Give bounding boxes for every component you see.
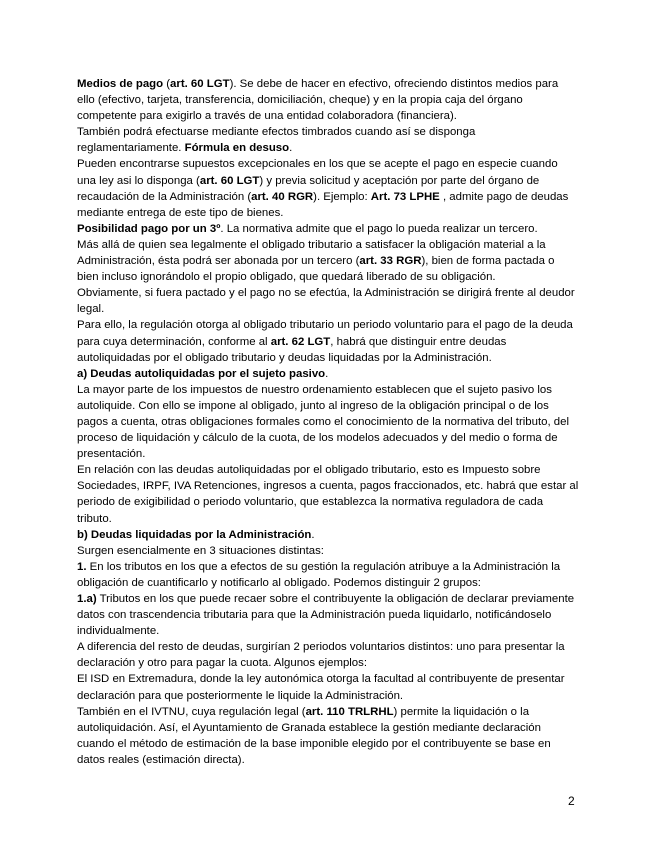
text-run: También podrá efectuarse mediante efectos timbrados cuando así se disponga reglamentariamente. [77, 126, 476, 155]
text-run: ). Se debe de hacer en efectivo, ofreciendo distintos medios para ello (efectivo, tarjeta, transferencia, domiciliación, cheque) y en la propia caja del órgano competente para exigirlo a través de una entidad colaboradora (financiera). [77, 78, 559, 123]
text-run: En los tributos en los que a efectos de su gestión la regulación atribuye a la Administración la obligación de cuantificarlo y notificarlo al obligado. Podemos distinguir 2 grupos: [77, 560, 561, 589]
text-run: También en el IVTNU, cuya regulación legal ( [77, 705, 306, 718]
paragraph-situaciones [77, 543, 579, 559]
text-run: , admite pago de deudas mediante entrega de este tipo de bienes. [77, 190, 569, 219]
text-run: , habrá que distinguir entre deudas autoliquidadas por el obligado tributario y deudas liquidadas por la Administración. [77, 335, 507, 364]
paragraph-ivtnu [77, 704, 579, 768]
text-run: ). Ejemplo: [313, 190, 371, 203]
text-run: Surgen esencialmente en 3 situaciones distintas: [77, 544, 324, 557]
paragraph-deudor-legal [77, 285, 579, 317]
bold-text: a) Deudas autoliquidadas por el sujeto pasivo [77, 367, 326, 380]
bold-text: art. 60 LGT [199, 174, 260, 187]
paragraph-pago-por-tercero [77, 221, 579, 237]
page-number: 2 [568, 794, 575, 808]
bold-text: art. 40 RGR [251, 190, 314, 203]
paragraph-situacion-1a [77, 591, 579, 639]
bold-text: b) Deudas liquidadas por la Administración [77, 528, 312, 541]
text-run: Más allá de quien sea legalmente el obligado tributario a satisfacer la obligación material a la Administración, ésta podrá ser abonada por un tercero ( [77, 238, 546, 268]
bold-text: art. 33 RGR [359, 255, 422, 268]
heading-deudas-liquidadas [77, 527, 579, 543]
text-run: Para ello, la regulación otorga al obligado tributario un periodo voluntario para el pago de la deuda para cuya determinación, conforme al [77, 319, 573, 348]
text-run: En relación con las deudas autoliquidadas por el obligado tributario, esto es Impuesto sobre Sociedades, IRPF, IVA Retenciones, ingresos a cuenta, pagos fraccionados, etc. habrá que estar al periodo de exigibilidad o periodo voluntario, que establezca la normativa reguladora de cada tributo. [77, 464, 579, 525]
bold-text: Art. 73 LPHE [370, 190, 440, 203]
paragraph-medios-de-pago [77, 76, 579, 124]
text-run: . [325, 367, 329, 380]
text-run: El ISD en Extremadura, donde la ley autonómica otorga la facultad al contribuyente de presentar declaración para que posteriormente le liquide la Administración. [77, 673, 565, 702]
bold-text: art. 60 LGT [170, 78, 230, 90]
text-run: . La normativa admite que el pago lo pueda realizar un tercero. [220, 222, 538, 235]
bold-text: art. 110 TRLRHL [305, 705, 394, 718]
paragraph-periodo-exigibilidad [77, 462, 579, 526]
heading-deudas-autoliquidadas [77, 366, 579, 382]
bold-text: Medios de pago [77, 78, 164, 90]
paragraph-tercero-detalle [77, 237, 579, 285]
bold-text: 1. [77, 560, 87, 573]
text-run: Obviamente, si fuera pactado y el pago no se efectúa, la Administración se dirigirá frente al deudor legal. [77, 287, 575, 316]
paragraph-efectos-timbrados [77, 124, 579, 156]
text-run: La mayor parte de los impuestos de nuestro ordenamiento establecen que el sujeto pasivo los autoliquide. Con ello se impone al obligado, junto al ingreso de la obligación principal o de los pagos a cuenta, otras obligaciones formales como el conocimiento de la normativa del tributo, del proceso de liquidación y cálculo de la cuota, de los modelos adecuados y del medio o forma de presentación. [77, 383, 569, 461]
paragraph-situacion-1 [77, 559, 579, 591]
text-run: ) permite la liquidación o la autoliquidación. Así, el Ayuntamiento de Granada establece la gestión mediante declaración cuando el método de estimación de la base imponible elegido por el contribuyente se base en datos reales (estimación directa). [77, 705, 551, 766]
text-run: Tributos en los que puede recaer sobre el contribuyente la obligación de declarar previamente datos con trascendencia tributaria para que la Administración pueda liquidarlo, notificándoselo individualmente. [77, 593, 575, 638]
paragraph-isd-extremadura [77, 671, 579, 703]
text-run: . [311, 528, 315, 541]
text-run: Pueden encontrarse supuestos excepcionales en los que se acepte el pago en especie cuando una ley asi lo disponga ( [77, 158, 558, 187]
bold-text: art. 62 LGT [270, 335, 331, 348]
document-body [77, 76, 579, 768]
bold-text: 1.a) [77, 593, 97, 605]
paragraph-autoliquidacion [77, 382, 579, 462]
text-run: A diferencia del resto de deudas, surgirían 2 periodos voluntarios distintos: uno para presentar la declaración y otro para pagar la cuota. Algunos ejemplos: [77, 641, 565, 670]
text-run: ), bien de forma pactada o bien incluso ignorándolo el propio obligado, que quedará liberado de su obligación. [77, 255, 555, 284]
text-run: ( [163, 78, 171, 90]
text-run: ) y previa solicitud y aceptación por parte del órgano de recaudación de la Administración ( [77, 174, 540, 203]
paragraph-pago-en-especie [77, 156, 579, 220]
bold-text: Fórmula en desuso [184, 142, 290, 155]
paragraph-dos-periodos [77, 639, 579, 671]
text-run: . [289, 142, 293, 155]
paragraph-periodo-voluntario [77, 317, 579, 365]
bold-text: Posibilidad pago por un 3º [77, 222, 221, 235]
